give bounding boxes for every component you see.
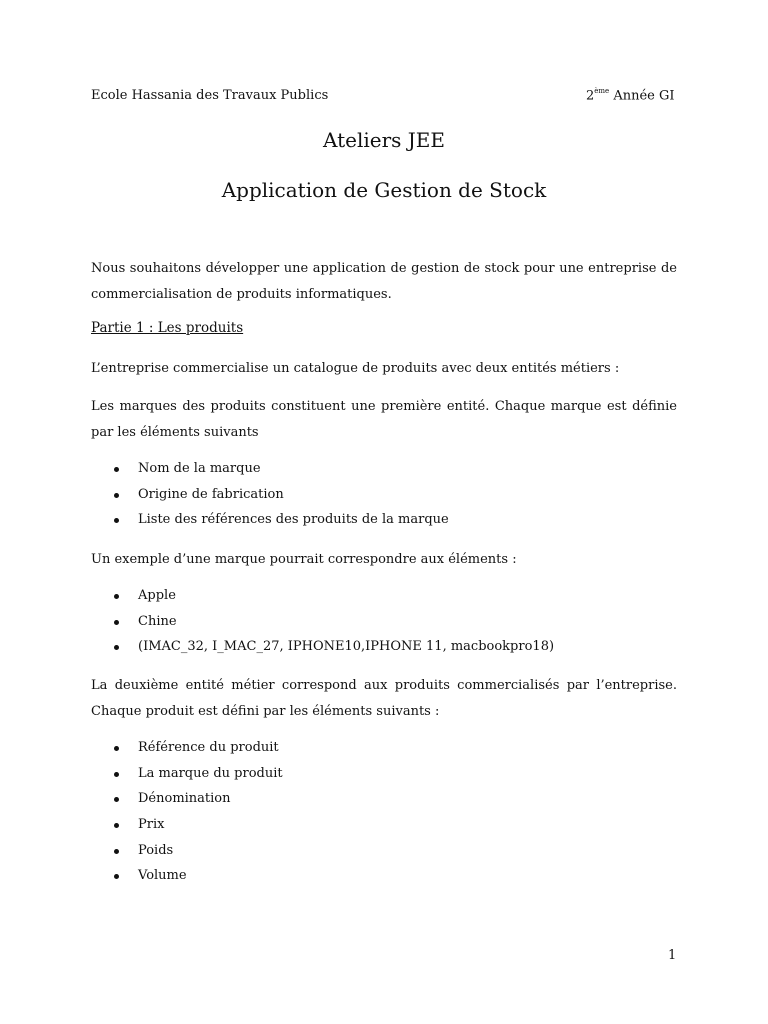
bullet-icon: [114, 874, 119, 879]
header-year-rest: Année GI: [609, 88, 675, 104]
list-item: [112, 764, 283, 790]
list-item-label: Apple: [138, 588, 176, 603]
list-item-label: Poids: [138, 842, 174, 858]
list-item: [112, 866, 283, 892]
list-item: [112, 815, 283, 841]
document-title: Ateliers JEE: [323, 128, 445, 152]
bullet-icon: [114, 797, 119, 802]
list-item: [112, 459, 449, 485]
bullet-icon: [114, 823, 119, 828]
paragraph-brands: Les marques des produits constituent une première entité. Chaque marque est définie par les éléments suivants: [91, 399, 677, 440]
paragraph-products: La deuxième entité métier correspond aux produits commercialisés par l’entreprise. Chaque produit est défini par les éléments suivants :: [91, 678, 677, 719]
brand-fields-list: [112, 459, 449, 536]
list-item: [112, 637, 554, 663]
list-item-label: (IMAC_32, I_MAC_27, IPHONE10,IPHONE 11, macbookpro18): [138, 639, 555, 655]
intro-paragraph: Nous souhaitons développer une application de gestion de stock pour une entreprise de commercialisation de produits informatiques.: [91, 261, 677, 302]
list-item-label: Liste des références des produits de la marque: [138, 512, 449, 528]
list-item-label: Dénomination: [138, 791, 231, 807]
list-item: [112, 738, 283, 764]
list-item: [112, 485, 449, 511]
header-school: Ecole Hassania des Travaux Publics: [91, 88, 329, 103]
list-item-label: Origine de fabrication: [138, 486, 284, 502]
paragraph-example: Un exemple d’une marque pourrait correspondre aux éléments :: [91, 552, 517, 567]
list-item-label: Volume: [138, 868, 187, 884]
header-year-number: 2: [586, 88, 595, 104]
document-subtitle: Application de Gestion de Stock: [221, 178, 547, 202]
list-item-label: Chine: [138, 613, 177, 629]
page-number: 1: [668, 948, 677, 963]
list-item: [112, 612, 554, 638]
list-item-label: Prix: [138, 817, 165, 833]
bullet-icon: [114, 594, 119, 599]
brand-example-list: [112, 586, 554, 663]
bullet-icon: [114, 645, 119, 650]
bullet-icon: [114, 772, 119, 777]
bullet-icon: [114, 518, 119, 523]
product-fields-list: [112, 738, 283, 892]
list-item: [112, 789, 283, 815]
bullet-icon: [114, 620, 119, 625]
section-title: Partie 1 : Les produits: [91, 320, 244, 336]
list-item-label: La marque du produit: [138, 765, 283, 781]
bullet-icon: [114, 467, 119, 472]
list-item: [112, 586, 554, 612]
paragraph-entities: L’entreprise commercialise un catalogue de produits avec deux entités métiers :: [91, 361, 620, 376]
list-item-label: Nom de la marque: [138, 461, 261, 476]
header-year-superscript: ème: [594, 87, 610, 95]
bullet-icon: [114, 746, 119, 751]
list-item: [112, 510, 449, 536]
list-item-label: Référence du produit: [138, 740, 279, 755]
bullet-icon: [114, 849, 119, 854]
bullet-icon: [114, 493, 119, 498]
list-item: [112, 841, 283, 867]
header-year: [586, 88, 675, 103]
